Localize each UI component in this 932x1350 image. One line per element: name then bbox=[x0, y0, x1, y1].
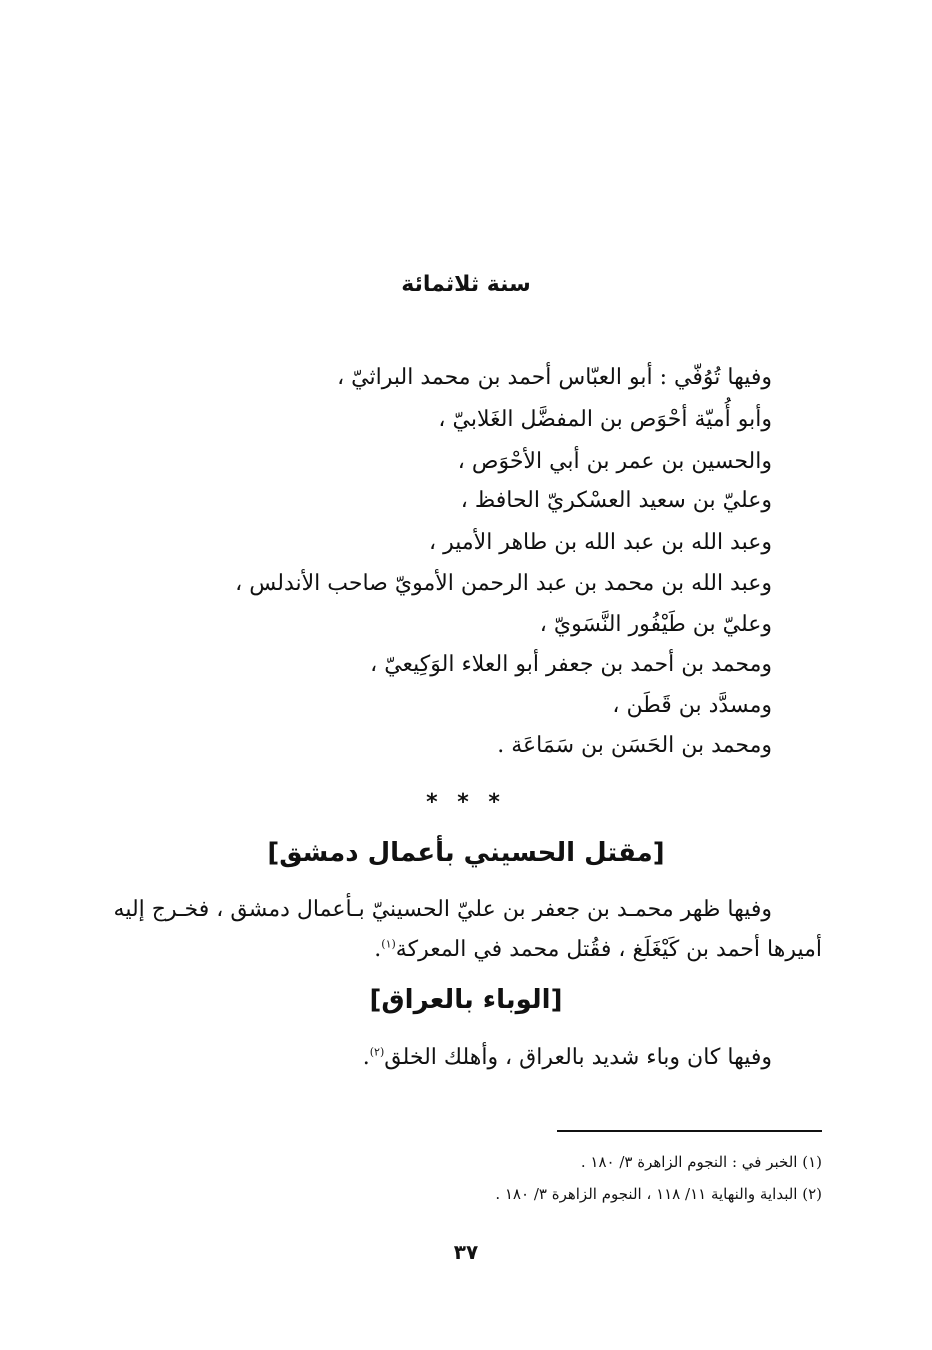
footnote-2: (٢) البداية والنهاية ١١/ ١١٨ ، النجوم الزاهرة ٣/ ١٨٠ . bbox=[495, 1185, 822, 1203]
death-line-5: وعبد الله بن عبد الله بن طاهر الأمير ، bbox=[429, 530, 772, 555]
section-separator: * * * bbox=[426, 790, 506, 815]
death-line-3: والحسين بن عمر بن أبي الأحْوَص ، bbox=[457, 449, 772, 474]
paragraph-damascus-text: أميرها أحمد بن كَيْغَلَغ ، فقُتل محمد في المعركة bbox=[395, 937, 822, 962]
death-line-2: وأبو أُميّة أحْوَص بن المفضَّل الغَلابيّ ، bbox=[438, 407, 772, 432]
paragraph-damascus-end: . bbox=[374, 937, 382, 962]
paragraph-iraq-line bbox=[363, 1045, 772, 1070]
footnote-ref-1: (١) bbox=[381, 937, 396, 951]
death-line-6: وعبد الله بن محمد بن عبد الرحمن الأمويّ صاحب الأندلس ، bbox=[235, 571, 772, 596]
death-line-9: ومسدَّد بن قَطَن ، bbox=[612, 693, 772, 718]
death-line-4: وعليّ بن سعيد العسْكريّ الحافظ ، bbox=[460, 488, 772, 513]
footnote-1: (١) الخبر في : النجوم الزاهرة ٣/ ١٨٠ . bbox=[580, 1153, 822, 1171]
paragraph-damascus-line-1: وفيها ظهر محمـد بن جعفر بن عليّ الحسينيّ بـأعمال دمشق ، فخـرج إليه bbox=[113, 897, 772, 922]
death-line-1: وفيها تُوُفّي : أبو العبّاس أحمد بن محمد البراثيّ ، bbox=[337, 365, 772, 390]
death-line-10: ومحمد بن الحَسَن بن سَمَاعَة . bbox=[497, 733, 772, 758]
footnote-ref-2: (٢) bbox=[369, 1045, 385, 1059]
death-line-7: وعليّ بن طَيْفُور النَّسَويّ ، bbox=[539, 612, 772, 637]
paragraph-iraq-text: وفيها كان وباء شديد بالعراق ، وأهلك الخلق bbox=[384, 1045, 772, 1070]
death-line-8: ومحمد بن أحمد بن جعفر أبو العلاء الوَكِيعيّ ، bbox=[370, 652, 772, 677]
section-heading-damascus: [مقتل الحسيني بأعمال دمشق] bbox=[267, 838, 665, 868]
paragraph-iraq-end: . bbox=[362, 1045, 370, 1070]
section-heading-iraq: [الوباء بالعراق] bbox=[369, 985, 563, 1015]
page-number: ٣٧ bbox=[453, 1240, 479, 1264]
footnote-divider bbox=[557, 1130, 822, 1132]
chapter-title: سنة ثلاثمائة bbox=[401, 272, 531, 297]
paragraph-damascus-line-2 bbox=[374, 937, 822, 962]
